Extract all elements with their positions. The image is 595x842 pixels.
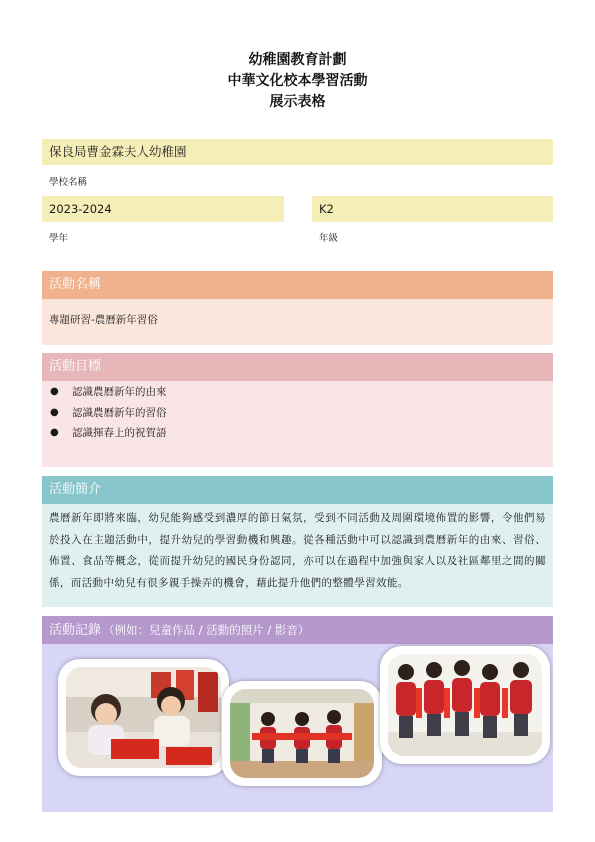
activity-name-value: 專題研習-農曆新年習俗 <box>49 314 158 326</box>
objective-item <box>42 423 553 444</box>
objective-text: 認識農曆新年的由來 <box>72 386 167 398</box>
record-heading <box>42 616 553 644</box>
photo-writing-image <box>66 667 221 768</box>
intro-text: 農曆新年即將來臨，幼兒能夠感受到濃厚的節日氣氛，受到不同活動及周圍環境佈置的影響，令他們易於投入在主題活動中，提升幼兒的學習動機和興趣。從各種活動中可以認識到農曆新年的由來、習俗、佈置、食品等概念，從而提升幼兒的國民身份認同，亦可以在過程中加強與家人以及社區鄰里之間的關係，而活動中幼兒有很多親手操弄的機會，藉此提升他們的整體學習效能。 <box>49 512 546 589</box>
intro-heading: 活動簡介 <box>42 476 553 504</box>
school-name-label: 學校名稱 <box>49 177 88 188</box>
grade-field: K2 <box>312 196 553 222</box>
objective-item <box>42 382 553 403</box>
objective-text: 認識農曆新年的習俗 <box>72 406 167 419</box>
photo-group-image <box>388 654 542 756</box>
bullet-icon: ● <box>50 406 59 418</box>
bullet-icon: ● <box>50 386 59 397</box>
title-line-3: 展示表格 <box>269 94 326 110</box>
school-year-field: 2023-2024 <box>42 196 284 222</box>
objective-text: 認識揮春上的祝賀語 <box>72 427 167 439</box>
grade-label: 年級 <box>319 233 339 244</box>
record-subheading: （例如：兒童作品 / 活動的照片 / 影音） <box>103 623 310 637</box>
record-heading-text: 活動記錄 <box>49 623 102 638</box>
objective-item <box>42 403 553 424</box>
school-name-field: 保良局曹金霖夫人幼稚園 <box>42 139 553 165</box>
document-title <box>0 50 595 113</box>
objectives-list <box>42 382 553 444</box>
title-line-1: 幼稚園教育計劃 <box>248 52 347 68</box>
objectives-box <box>42 381 553 467</box>
activity-name-heading: 活動名稱 <box>42 271 553 299</box>
objectives-heading: 活動目標 <box>42 353 553 381</box>
title-line-2: 中華文化校本學習活動 <box>227 73 368 89</box>
bullet-icon: ● <box>50 427 59 438</box>
activity-photo-group <box>380 646 550 764</box>
school-year-label: 學年 <box>49 233 69 244</box>
photo-holding-image <box>230 689 374 778</box>
intro-box <box>42 504 553 607</box>
activity-name-box <box>42 299 553 345</box>
activity-photo-holding <box>222 681 382 786</box>
activity-photo-writing <box>58 659 229 776</box>
